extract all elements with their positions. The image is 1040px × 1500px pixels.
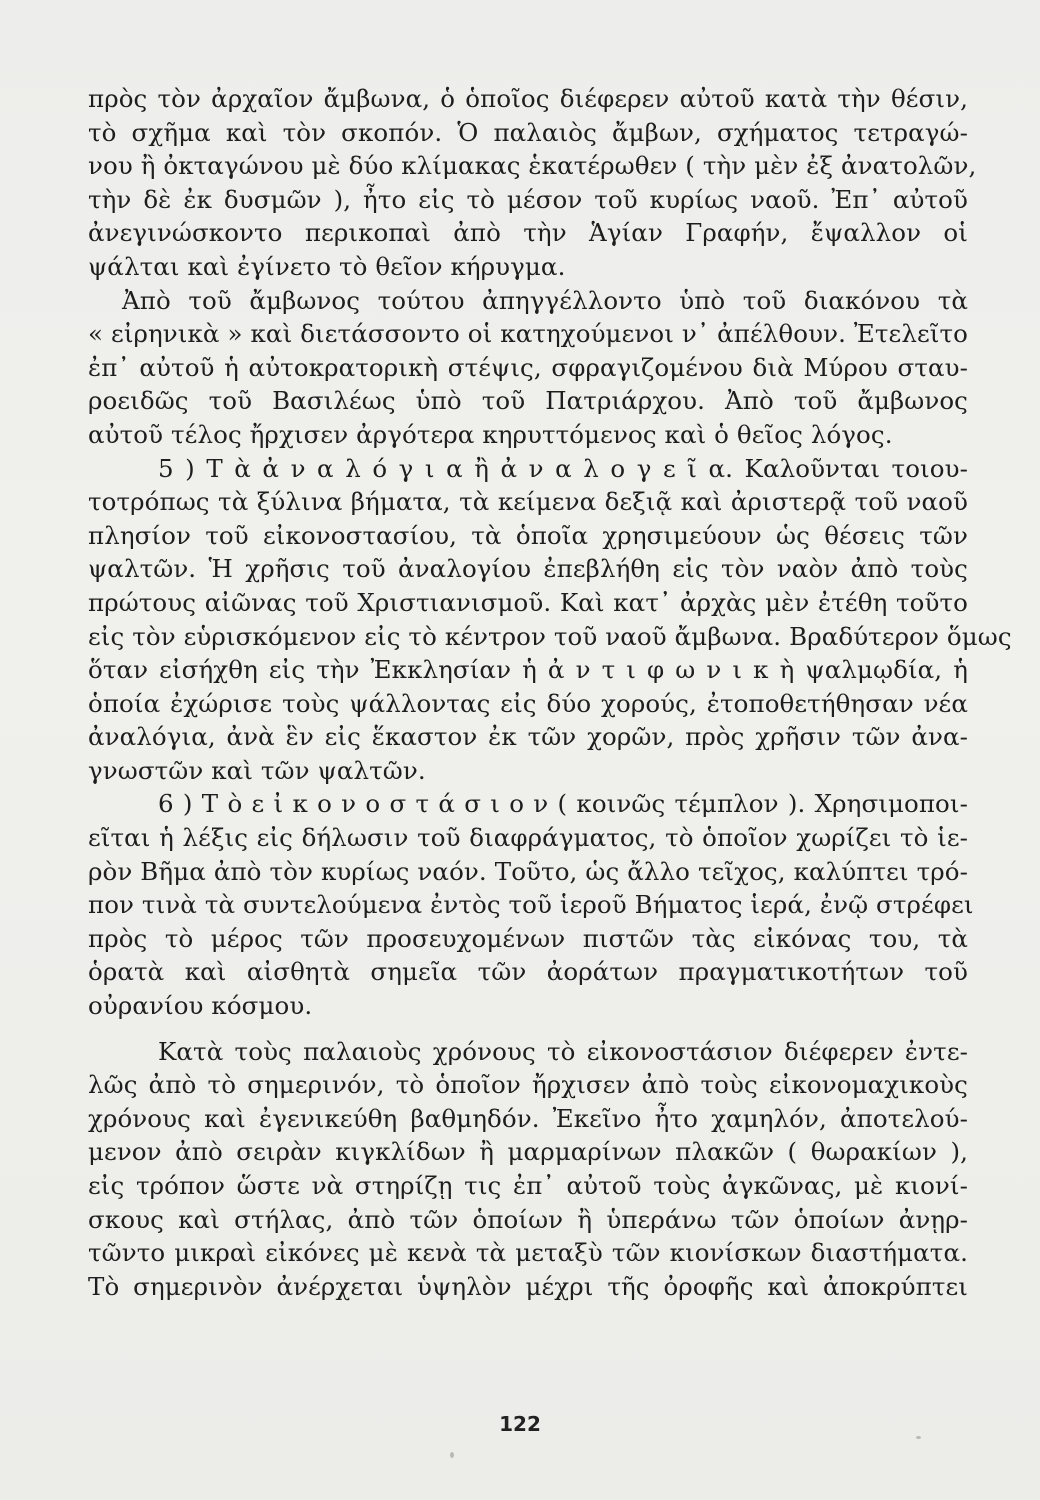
text-line: ὁρατὰ καὶ αἰσθητὰ σημεῖα τῶν ἀοράτων πραγματικοτήτων τοῦ bbox=[88, 957, 968, 987]
text-line: πρὸς τὸν ἀρχαῖον ἄμβωνα, ὁ ὁποῖος διέφερεν αὐτοῦ κατὰ τὴν θέσιν, bbox=[88, 84, 968, 113]
text-line: πρὸς τὸ μέρος τῶν προσευχομένων πιστῶν τὰς εἰκόνας του, τὰ bbox=[88, 923, 968, 953]
text-line: ἀναλόγια, ἀνὰ ἓν εἰς ἕκαστον ἐκ τῶν χορῶν, πρὸς χρῆσιν τῶν ἀνα- bbox=[88, 722, 968, 752]
text-line: ψάλται καὶ ἐγίνετο τὸ θεῖον κήρυγμα. bbox=[88, 251, 566, 281]
text-line: εῖται ἡ λέξις εἰς δήλωσιν τοῦ διαφράγματος, τὸ ὁποῖον χωρίζει τὸ ἱε- bbox=[88, 823, 968, 853]
text-line: χρόνους καὶ ἐγενικεύθη βαθμηδόν. Ἐκεῖνο ἦτο χαμηλόν, ἀποτελού- bbox=[88, 1103, 968, 1133]
text-line: ρὸν Βῆμα ἀπὸ τὸν κυρίως ναόν. Τοῦτο, ὡς ἄλλο τεῖχος, καλύπτει τρό- bbox=[88, 856, 968, 886]
text-line: ἐπ᾿ αὐτοῦ ἡ αὐτοκρατορικὴ στέψις, σφραγιζομένου διὰ Μύρου σταυ- bbox=[88, 352, 968, 382]
body-text bbox=[88, 82, 1012, 1303]
text-line: τὸ σχῆμα καὶ τὸν σκοπόν. Ὁ παλαιὸς ἄμβων, σχήματος τετραγώ- bbox=[88, 117, 968, 147]
text-line: τῶντο μικραὶ εἰκόνες μὲ κενὰ τὰ μεταξὺ τῶν κιονίσκων διαστήματα. bbox=[88, 1238, 968, 1268]
text-line: ροειδῶς τοῦ Βασιλέως ὑπὸ τοῦ Πατριάρχου. Ἀπὸ τοῦ ἄμβωνος bbox=[88, 386, 968, 416]
text-line: γνωστῶν καὶ τῶν ψαλτῶν. bbox=[88, 755, 426, 785]
text-line: εἰς τρόπον ὥστε νὰ στηρίζῃ τις ἐπ᾿ αὐτοῦ τοὺς ἀγκῶνας, μὲ κιονί- bbox=[88, 1171, 968, 1200]
scan-speck bbox=[916, 1436, 921, 1439]
text-line: μενον ἀπὸ σειρὰν κιγκλίδων ἢ μαρμαρίνων πλακῶν ( θωρακίων ), bbox=[88, 1137, 968, 1167]
text-line: οὐρανίου κόσμου. bbox=[88, 991, 313, 1021]
text-line: πρώτους αἰῶνας τοῦ Χριστιανισμοῦ. Καὶ κατ᾿ ἀρχὰς μὲν ἐτέθη τοῦτο bbox=[88, 587, 968, 617]
text-line: σκους καὶ στήλας, ἀπὸ τῶν ὁποίων ἢ ὑπεράνω τῶν ὁποίων ἀνῃρ- bbox=[88, 1204, 968, 1234]
text-line: Τὸ σημερινὸν ἀνέρχεται ὑψηλὸν μέχρι τῆς ὀροφῆς καὶ ἀποκρύπτει bbox=[88, 1271, 968, 1301]
text-line: ὁποία ἐχώρισε τοὺς ψάλλοντας εἰς δύο χορούς, ἐτοποθετήθησαν νέα bbox=[88, 688, 968, 718]
text-line: « εἰρηνικὰ » καὶ διετάσσοντο οἱ κατηχούμενοι ν᾿ ἀπέλθουν. Ἐτελεῖτο bbox=[88, 319, 968, 349]
text-line: πον τινὰ τὰ συντελούμενα ἐντὸς τοῦ ἱεροῦ Βήματος ἱερά, ἐνῷ στρέφει bbox=[88, 890, 974, 920]
text-line: ὅταν εἰσήχθη εἰς τὴν Ἐκκλησίαν ἡ ἀ ν τ ι φ ω ν ι κ ὴ ψαλμῳδία, ἡ bbox=[88, 655, 968, 685]
section-6-heading-line: 6 ) Τ ὸ ε ἰ κ ο ν ο σ τ ά σ ι ο ν ( κοινῶς τέμπλον ). Χρησιμοποι- bbox=[158, 789, 968, 819]
text-line: ἀνεγινώσκοντο περικοπαὶ ἀπὸ τὴν Ἁγίαν Γραφήν, ἔψαλλον οἱ bbox=[88, 218, 968, 248]
text-line: αὐτοῦ τέλος ἤρχισεν ἀργότερα κηρυττόμενος καὶ ὁ θεῖος λόγος. bbox=[88, 419, 893, 449]
paragraph-start: Ἀπὸ τοῦ ἄμβωνος τούτου ἀπηγγέλλοντο ὑπὸ τοῦ διακόνου τὰ bbox=[122, 285, 968, 315]
text-line: νου ἢ ὀκταγώνου μὲ δύο κλίμακας ἑκατέρωθεν ( τὴν μὲν ἐξ ἀνατολῶν, bbox=[88, 151, 977, 181]
text-line: ψαλτῶν. Ἡ χρῆσις τοῦ ἀναλογίου ἐπεβλήθη εἰς τὸν ναὸν ἀπὸ τοὺς bbox=[88, 554, 968, 584]
text-line: εἰς τὸν εὑρισκόμενον εἰς τὸ κέντρον τοῦ ναοῦ ἄμβωνα. Βραδύτερον ὅμως bbox=[88, 621, 1012, 651]
text-line: λῶς ἀπὸ τὸ σημερινόν, τὸ ὁποῖον ἤρχισεν ἀπὸ τοὺς εἰκονομαχικοὺς bbox=[88, 1070, 968, 1100]
page-number: 122 bbox=[499, 1412, 541, 1436]
text-line: τοτρόπως τὰ ξύλινα βήματα, τὰ κείμενα δεξιᾷ καὶ ἀριστερᾷ τοῦ ναοῦ bbox=[88, 487, 968, 517]
text-line: τὴν δὲ ἐκ δυσμῶν ), ἦτο εἰς τὸ μέσον τοῦ κυρίως ναοῦ. Ἐπ᾿ αὐτοῦ bbox=[88, 184, 968, 214]
scan-speck bbox=[450, 1452, 454, 1458]
section-5-heading-line: 5 ) Τ ὰ ἀ ν α λ ό γ ι α ἢ ἀ ν α λ ο γ ε ῖ α. Καλοῦνται τοιου- bbox=[158, 453, 968, 483]
text-line: πλησίον τοῦ εἰκονοστασίου, τὰ ὁποῖα χρησιμεύουν ὡς θέσεις τῶν bbox=[88, 520, 968, 550]
paragraph-start: Κατὰ τοὺς παλαιοὺς χρόνους τὸ εἰκονοστάσιον διέφερεν ἐντε- bbox=[158, 1036, 968, 1066]
